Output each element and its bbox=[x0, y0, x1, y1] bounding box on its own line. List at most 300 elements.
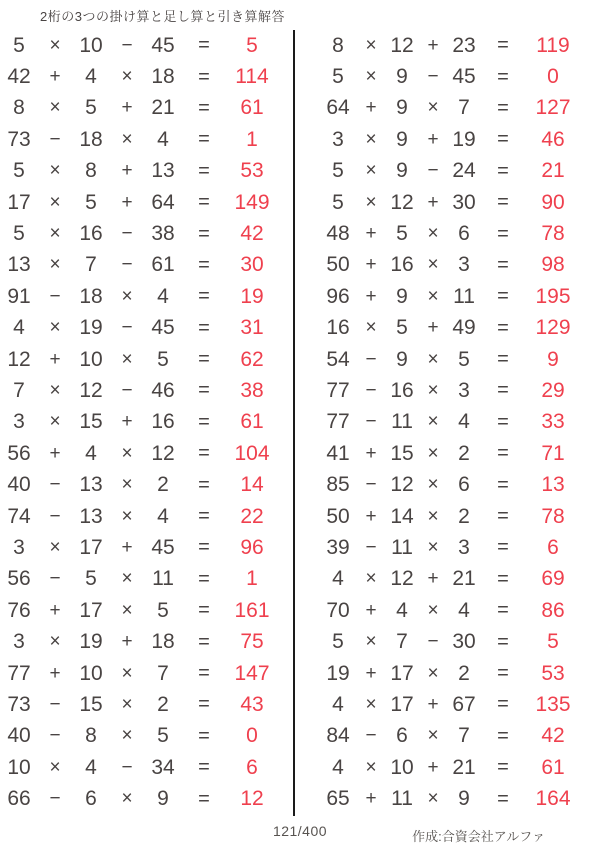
equals-sign: = bbox=[497, 65, 509, 88]
operand-3: 11 bbox=[453, 284, 475, 308]
equation-row bbox=[319, 783, 600, 814]
operand-1: 5 bbox=[13, 159, 25, 183]
operator-2: × bbox=[121, 348, 133, 370]
operand-3: 21 bbox=[452, 755, 476, 779]
operator-1: × bbox=[49, 254, 61, 276]
equals-sign: = bbox=[497, 410, 509, 433]
operator-2: − bbox=[427, 66, 439, 88]
operand-2: 10 bbox=[79, 33, 103, 57]
operand-3: 30 bbox=[452, 630, 476, 654]
operand-2: 12 bbox=[390, 190, 414, 214]
operand-1: 50 bbox=[326, 253, 350, 277]
operator-1: + bbox=[365, 254, 377, 276]
equals-sign: = bbox=[198, 348, 210, 371]
operand-2: 5 bbox=[85, 567, 97, 591]
answer-value: 12 bbox=[240, 787, 264, 811]
operand-1: 4 bbox=[332, 755, 344, 779]
equation-row bbox=[319, 281, 600, 312]
operator-1: × bbox=[49, 631, 61, 653]
answer-value: 98 bbox=[541, 253, 565, 277]
answer-value: 31 bbox=[240, 316, 264, 340]
equation-row bbox=[319, 124, 600, 155]
equals-sign: = bbox=[198, 379, 210, 402]
operator-2: − bbox=[121, 254, 133, 276]
operator-1: + bbox=[365, 505, 377, 527]
equals-sign: = bbox=[198, 96, 210, 119]
operand-2: 6 bbox=[396, 724, 408, 748]
equation-row bbox=[319, 93, 600, 124]
operand-3: 4 bbox=[157, 284, 169, 308]
operand-2: 17 bbox=[79, 598, 103, 622]
operator-1: × bbox=[365, 191, 377, 213]
operator-1: + bbox=[365, 285, 377, 307]
equation-row bbox=[0, 30, 293, 61]
operand-1: 3 bbox=[13, 410, 25, 434]
operator-1: + bbox=[365, 788, 377, 810]
operator-2: × bbox=[121, 599, 133, 621]
equation-row bbox=[0, 407, 293, 438]
equation-row bbox=[319, 30, 600, 61]
equation-row bbox=[319, 689, 600, 720]
operand-1: 77 bbox=[7, 661, 31, 685]
equals-sign: = bbox=[198, 128, 210, 151]
operator-2: + bbox=[427, 693, 439, 715]
equation-row bbox=[0, 124, 293, 155]
operand-3: 23 bbox=[452, 33, 476, 57]
equals-sign: = bbox=[198, 473, 210, 496]
operand-2: 5 bbox=[85, 96, 97, 120]
equation-row bbox=[0, 469, 293, 500]
operand-1: 77 bbox=[326, 378, 350, 402]
operand-2: 19 bbox=[79, 630, 103, 654]
operand-3: 2 bbox=[458, 504, 470, 528]
operand-2: 18 bbox=[79, 127, 103, 151]
answer-value: 30 bbox=[240, 253, 264, 277]
operand-2: 9 bbox=[396, 347, 408, 371]
operand-1: 12 bbox=[7, 347, 31, 371]
operand-3: 24 bbox=[452, 159, 476, 183]
equals-sign: = bbox=[497, 630, 509, 653]
equals-sign: = bbox=[198, 253, 210, 276]
operand-1: 17 bbox=[7, 190, 31, 214]
operator-1: − bbox=[365, 348, 377, 370]
operand-1: 8 bbox=[13, 96, 25, 120]
operator-1: + bbox=[365, 599, 377, 621]
equation-row bbox=[319, 61, 600, 92]
equals-sign: = bbox=[497, 253, 509, 276]
answer-value: 61 bbox=[240, 410, 264, 434]
equation-row bbox=[319, 721, 600, 752]
operator-2: × bbox=[121, 285, 133, 307]
answer-value: 164 bbox=[535, 787, 571, 811]
operand-2: 15 bbox=[79, 692, 103, 716]
operand-1: 56 bbox=[7, 567, 31, 591]
operator-1: − bbox=[49, 568, 61, 590]
operator-1: × bbox=[49, 34, 61, 56]
answer-value: 0 bbox=[547, 65, 559, 89]
operand-2: 4 bbox=[396, 598, 408, 622]
operator-1: × bbox=[365, 317, 377, 339]
operand-2: 17 bbox=[390, 692, 414, 716]
operand-1: 73 bbox=[7, 127, 31, 151]
operator-1: + bbox=[365, 97, 377, 119]
equation-row bbox=[319, 658, 600, 689]
equation-row bbox=[0, 564, 293, 595]
operand-2: 7 bbox=[85, 253, 97, 277]
equals-sign: = bbox=[497, 379, 509, 402]
equation-row bbox=[319, 250, 600, 281]
operator-2: × bbox=[121, 66, 133, 88]
equals-sign: = bbox=[198, 599, 210, 622]
equation-row bbox=[319, 313, 600, 344]
operand-3: 18 bbox=[151, 630, 175, 654]
answer-value: 43 bbox=[240, 692, 264, 716]
equation-row bbox=[0, 721, 293, 752]
equation-row bbox=[319, 156, 600, 187]
equals-sign: = bbox=[198, 567, 210, 590]
operand-1: 5 bbox=[332, 630, 344, 654]
operand-1: 70 bbox=[326, 598, 350, 622]
operator-2: × bbox=[427, 254, 439, 276]
answer-value: 104 bbox=[234, 441, 270, 465]
operator-2: + bbox=[121, 191, 133, 213]
equals-sign: = bbox=[497, 348, 509, 371]
answer-value: 119 bbox=[536, 33, 570, 57]
worksheet-title: 2桁の3つの掛け算と足し算と引き算解答 bbox=[40, 9, 285, 24]
answer-value: 161 bbox=[234, 598, 270, 622]
operator-2: × bbox=[427, 348, 439, 370]
operator-1: − bbox=[49, 505, 61, 527]
equals-sign: = bbox=[198, 724, 210, 747]
operand-2: 11 bbox=[391, 787, 413, 811]
operand-3: 67 bbox=[452, 692, 476, 716]
equation-row bbox=[0, 281, 293, 312]
equation-row bbox=[319, 218, 600, 249]
operator-1: + bbox=[49, 599, 61, 621]
operand-1: 40 bbox=[7, 724, 31, 748]
operand-1: 76 bbox=[7, 598, 31, 622]
operand-2: 12 bbox=[79, 378, 103, 402]
operand-1: 13 bbox=[7, 253, 31, 277]
operator-2: × bbox=[121, 662, 133, 684]
operand-1: 64 bbox=[326, 96, 350, 120]
operand-1: 48 bbox=[326, 222, 350, 246]
equations-area bbox=[0, 30, 600, 816]
equation-row bbox=[0, 344, 293, 375]
operator-1: × bbox=[49, 317, 61, 339]
equals-sign: = bbox=[497, 159, 509, 182]
operand-1: 91 bbox=[7, 284, 31, 308]
operand-3: 2 bbox=[458, 661, 470, 685]
operand-3: 4 bbox=[458, 410, 470, 434]
operator-1: + bbox=[49, 66, 61, 88]
answer-value: 61 bbox=[240, 96, 264, 120]
operand-3: 46 bbox=[151, 378, 175, 402]
equals-sign: = bbox=[198, 505, 210, 528]
operand-3: 4 bbox=[157, 127, 169, 151]
operand-2: 9 bbox=[396, 96, 408, 120]
operand-1: 5 bbox=[332, 65, 344, 89]
equals-sign: = bbox=[497, 34, 509, 57]
operator-1: − bbox=[49, 128, 61, 150]
operator-1: × bbox=[49, 160, 61, 182]
operand-3: 2 bbox=[157, 692, 169, 716]
equation-row bbox=[319, 626, 600, 657]
equation-row bbox=[0, 626, 293, 657]
operator-2: − bbox=[427, 631, 439, 653]
operand-3: 61 bbox=[151, 253, 175, 277]
operand-3: 4 bbox=[458, 598, 470, 622]
operand-1: 5 bbox=[13, 222, 25, 246]
operator-2: × bbox=[121, 568, 133, 590]
equals-sign: = bbox=[497, 724, 509, 747]
answer-value: 9 bbox=[547, 347, 559, 371]
equals-sign: = bbox=[198, 410, 210, 433]
operand-3: 16 bbox=[151, 410, 175, 434]
operand-2: 17 bbox=[390, 661, 414, 685]
operand-2: 16 bbox=[79, 222, 103, 246]
answer-value: 147 bbox=[234, 661, 270, 685]
answer-value: 19 bbox=[240, 284, 264, 308]
equals-sign: = bbox=[198, 285, 210, 308]
operator-1: × bbox=[365, 568, 377, 590]
operator-1: − bbox=[49, 474, 61, 496]
operand-1: 96 bbox=[326, 284, 350, 308]
operator-2: + bbox=[121, 160, 133, 182]
operand-2: 12 bbox=[390, 473, 414, 497]
operand-3: 13 bbox=[151, 159, 175, 183]
operand-2: 10 bbox=[390, 755, 414, 779]
operand-2: 13 bbox=[79, 504, 103, 528]
operand-2: 15 bbox=[390, 441, 414, 465]
answer-value: 96 bbox=[240, 535, 264, 559]
operand-3: 6 bbox=[458, 473, 470, 497]
operand-2: 12 bbox=[390, 567, 414, 591]
equals-sign: = bbox=[198, 34, 210, 57]
operand-3: 7 bbox=[458, 724, 470, 748]
answer-value: 53 bbox=[541, 661, 565, 685]
equals-sign: = bbox=[198, 662, 210, 684]
equation-row bbox=[0, 595, 293, 626]
operator-1: × bbox=[49, 411, 61, 433]
equation-row bbox=[0, 532, 293, 563]
equals-sign: = bbox=[497, 756, 509, 779]
equals-sign: = bbox=[198, 442, 210, 465]
operand-1: 3 bbox=[13, 630, 25, 654]
operand-1: 3 bbox=[13, 535, 25, 559]
equals-sign: = bbox=[497, 316, 509, 339]
operand-1: 4 bbox=[332, 692, 344, 716]
operator-1: − bbox=[365, 379, 377, 401]
operator-2: × bbox=[427, 285, 439, 307]
operator-2: + bbox=[427, 191, 439, 213]
operand-2: 11 bbox=[391, 410, 413, 434]
operand-2: 5 bbox=[396, 316, 408, 340]
operand-2: 15 bbox=[79, 410, 103, 434]
operator-2: − bbox=[121, 317, 133, 339]
answer-value: 22 bbox=[240, 504, 264, 528]
operand-1: 3 bbox=[332, 127, 344, 151]
answer-value: 61 bbox=[541, 755, 565, 779]
equation-row bbox=[0, 501, 293, 532]
answer-value: 149 bbox=[234, 190, 270, 214]
equation-row bbox=[319, 595, 600, 626]
operand-2: 6 bbox=[85, 787, 97, 811]
answer-value: 135 bbox=[535, 692, 571, 716]
equation-row bbox=[0, 752, 293, 783]
answer-value: 5 bbox=[246, 33, 258, 57]
answer-value: 42 bbox=[541, 724, 565, 748]
operand-1: 56 bbox=[7, 441, 31, 465]
equals-sign: = bbox=[497, 505, 509, 528]
operator-1: − bbox=[365, 536, 377, 558]
credit-text: 作成:合資会社アルファ bbox=[412, 829, 545, 844]
operand-1: 84 bbox=[326, 724, 350, 748]
equals-sign: = bbox=[497, 567, 509, 590]
answer-value: 114 bbox=[235, 65, 269, 89]
equals-sign: = bbox=[198, 693, 210, 716]
operand-2: 4 bbox=[85, 441, 97, 465]
answer-value: 75 bbox=[240, 630, 264, 654]
answer-value: 46 bbox=[541, 127, 565, 151]
equals-sign: = bbox=[198, 316, 210, 339]
operand-2: 16 bbox=[390, 253, 414, 277]
operator-2: + bbox=[427, 34, 439, 56]
operand-1: 73 bbox=[7, 692, 31, 716]
equals-sign: = bbox=[497, 473, 509, 496]
answer-value: 90 bbox=[541, 190, 565, 214]
equals-sign: = bbox=[497, 536, 509, 559]
operand-3: 18 bbox=[151, 65, 175, 89]
operand-2: 18 bbox=[79, 284, 103, 308]
equation-row bbox=[319, 564, 600, 595]
operator-2: × bbox=[427, 411, 439, 433]
equation-row bbox=[0, 61, 293, 92]
operand-1: 66 bbox=[7, 787, 31, 811]
answer-value: 6 bbox=[547, 535, 559, 559]
operator-2: × bbox=[427, 599, 439, 621]
operand-2: 17 bbox=[79, 535, 103, 559]
equals-sign: = bbox=[497, 693, 509, 716]
operand-2: 8 bbox=[85, 159, 97, 183]
operand-3: 45 bbox=[151, 316, 175, 340]
answer-value: 71 bbox=[541, 441, 565, 465]
operator-2: + bbox=[121, 411, 133, 433]
answer-value: 13 bbox=[541, 473, 565, 497]
equals-sign: = bbox=[198, 630, 210, 653]
equals-sign: = bbox=[198, 536, 210, 559]
operand-3: 34 bbox=[151, 755, 175, 779]
operator-2: + bbox=[427, 756, 439, 778]
operand-3: 21 bbox=[151, 96, 175, 120]
answer-value: 195 bbox=[535, 284, 571, 308]
operand-1: 85 bbox=[326, 473, 350, 497]
operator-2: × bbox=[427, 97, 439, 119]
operator-2: × bbox=[427, 505, 439, 527]
operand-1: 50 bbox=[326, 504, 350, 528]
operator-1: × bbox=[365, 756, 377, 778]
equals-sign: = bbox=[198, 191, 210, 214]
operand-2: 8 bbox=[85, 724, 97, 748]
operand-1: 10 bbox=[7, 755, 31, 779]
page-number: 121/400 bbox=[272, 823, 328, 839]
operator-1: + bbox=[365, 442, 377, 464]
answer-value: 127 bbox=[535, 96, 571, 120]
equals-sign: = bbox=[497, 442, 509, 465]
operator-1: × bbox=[365, 128, 377, 150]
operator-1: × bbox=[365, 66, 377, 88]
equation-column-left bbox=[0, 30, 293, 816]
operator-1: × bbox=[365, 160, 377, 182]
equals-sign: = bbox=[198, 65, 210, 88]
operator-2: × bbox=[427, 662, 439, 684]
operator-2: − bbox=[121, 756, 133, 778]
answer-value: 1 bbox=[246, 567, 258, 591]
operand-2: 10 bbox=[79, 347, 103, 371]
operand-3: 3 bbox=[458, 253, 470, 277]
operator-2: × bbox=[121, 505, 133, 527]
operand-2: 7 bbox=[396, 630, 408, 654]
operand-3: 12 bbox=[151, 441, 175, 465]
answer-value: 38 bbox=[240, 378, 264, 402]
answer-value: 21 bbox=[541, 159, 565, 183]
answer-value: 78 bbox=[541, 504, 565, 528]
operand-1: 5 bbox=[332, 190, 344, 214]
equation-row bbox=[0, 156, 293, 187]
equation-row bbox=[0, 375, 293, 406]
operator-1: − bbox=[49, 285, 61, 307]
operand-2: 4 bbox=[85, 755, 97, 779]
operator-2: + bbox=[427, 568, 439, 590]
answer-value: 42 bbox=[240, 222, 264, 246]
operator-1: × bbox=[365, 631, 377, 653]
equals-sign: = bbox=[497, 222, 509, 245]
operand-2: 5 bbox=[85, 190, 97, 214]
answer-value: 0 bbox=[246, 724, 258, 748]
operand-1: 8 bbox=[332, 33, 344, 57]
operator-2: − bbox=[121, 223, 133, 245]
equation-row bbox=[319, 752, 600, 783]
operand-2: 11 bbox=[391, 535, 413, 559]
operator-2: × bbox=[121, 474, 133, 496]
operand-3: 4 bbox=[157, 504, 169, 528]
operand-3: 19 bbox=[452, 127, 476, 151]
operator-2: × bbox=[427, 442, 439, 464]
operator-1: × bbox=[49, 223, 61, 245]
operand-2: 9 bbox=[396, 127, 408, 151]
answer-value: 86 bbox=[541, 598, 565, 622]
equation-row bbox=[319, 375, 600, 406]
operand-1: 54 bbox=[326, 347, 350, 371]
operand-1: 41 bbox=[326, 441, 350, 465]
operand-1: 74 bbox=[7, 504, 31, 528]
equals-sign: = bbox=[497, 599, 509, 622]
equation-row bbox=[0, 658, 293, 689]
operand-3: 9 bbox=[157, 787, 169, 811]
equation-row bbox=[0, 783, 293, 814]
operand-1: 16 bbox=[326, 316, 350, 340]
operator-2: − bbox=[121, 379, 133, 401]
operand-3: 5 bbox=[157, 347, 169, 371]
equation-row bbox=[319, 187, 600, 218]
operator-2: − bbox=[427, 160, 439, 182]
operator-1: + bbox=[49, 348, 61, 370]
answer-value: 69 bbox=[541, 567, 565, 591]
operator-1: × bbox=[49, 97, 61, 119]
equals-sign: = bbox=[198, 787, 210, 810]
operator-1: × bbox=[365, 693, 377, 715]
answer-value: 5 bbox=[547, 630, 559, 654]
